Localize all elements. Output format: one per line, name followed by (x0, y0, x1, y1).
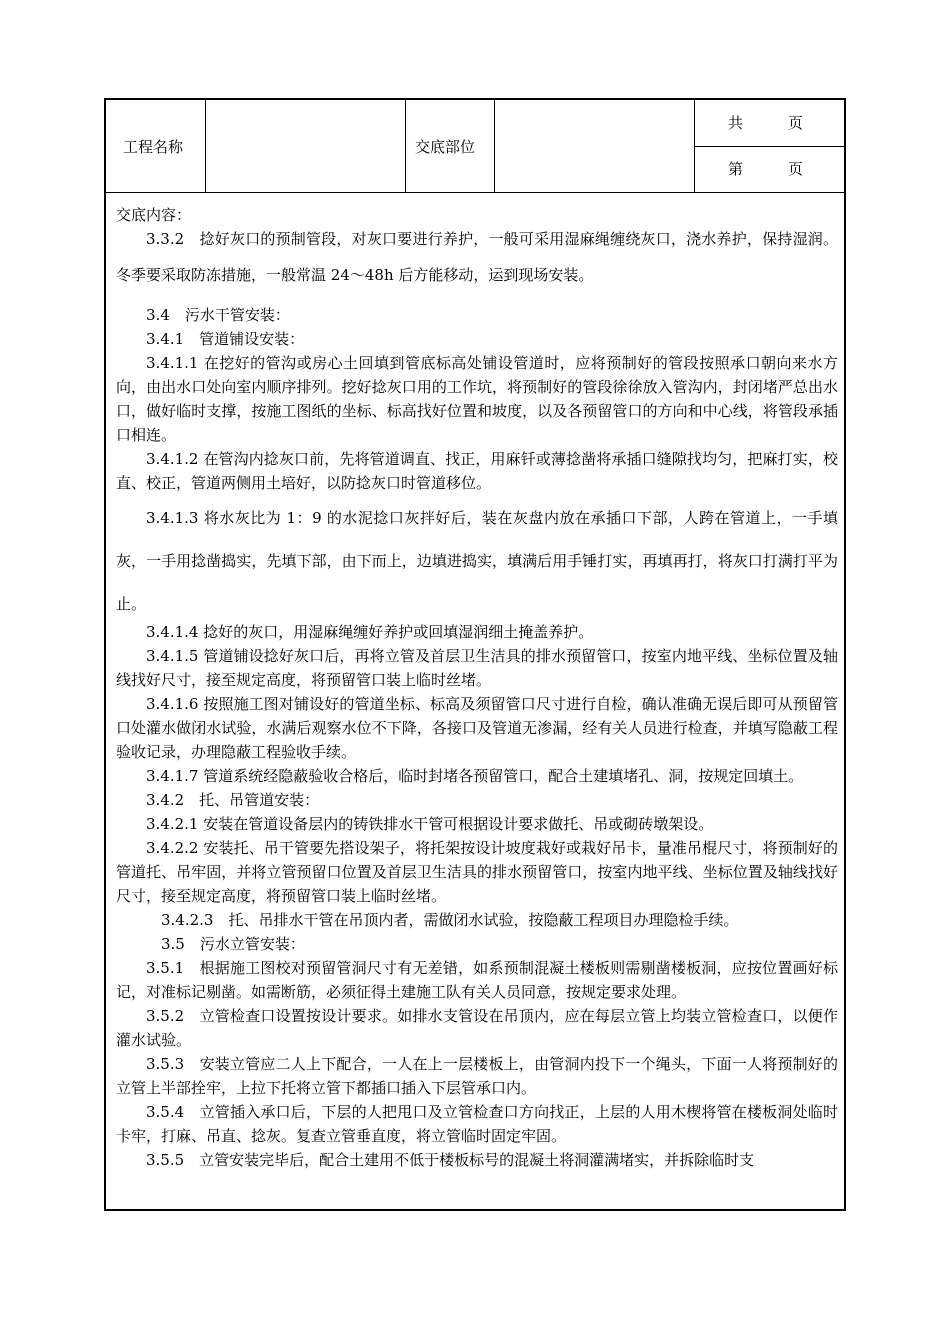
paragraph-3-4-1-2: 3.4.1.2 在管沟内捻灰口前，先将管道调直、找正，用麻钎或薄捻凿将承插口缝隙找均匀，把麻打实，校直、校正，管道两侧用土培好，以防捻灰口时管道移位。 (116, 450, 838, 492)
section-heading-3-4: 3.4 污水干管安装： (146, 306, 290, 324)
header-divider (205, 100, 206, 192)
handover-content (116, 203, 838, 1172)
handover-part-label: 交底部位 (415, 138, 476, 156)
total-pages-label: 共 页 (728, 114, 804, 132)
section-heading-3-4-2: 3.4.2 托、吊管道安装： (146, 791, 320, 809)
paragraph-3-4-1-3: 3.4.1.3 将水灰比为 1：9 的水泥捻口灰拌好后，装在灰盘内放在承插口下部，人跨在管道上，一手填灰，一手用捻凿捣实，先填下部，由下而上，边填进捣实，填满后用手锤打实，再填再打，将灰口打满打平为止。 (116, 509, 838, 613)
page-number-label: 第 页 (728, 160, 804, 178)
header-table (106, 100, 844, 193)
section-heading-3-4-1: 3.4.1 管道铺设安装： (146, 330, 305, 348)
paragraph-3-4-1-1: 3.4.1.1 在挖好的管沟或房心土回填到管底标高处铺设管道时，应将预制好的管段按照承口朝向来水方向，由出水口处向室内顺序排列。挖好捻灰口用的工作坑，将预制好的管段徐徐放入管沟内，封闭堵严总出水口，做好临时支撑，按施工图纸的坐标、标高找好位置和坡度，以及各预留管口的方向和中心线，将管段承插口相连。 (116, 354, 838, 444)
handover-sheet (104, 98, 846, 1211)
paragraph-3-4-1-5: 3.4.1.5 管道铺设捻好灰口后，再将立管及首层卫生洁具的排水预留管口，按室内地平线、坐标位置及轴线找好尺寸，接至规定高度，将预留管口装上临时丝堵。 (116, 647, 838, 689)
paragraph-3-5-2: 3.5.2 立管检查口设置按设计要求。如排水支管设在吊顶内，应在每层立管上均装立管检查口，以便作灌水试验。 (116, 1007, 838, 1049)
project-name-label: 工程名称 (123, 138, 184, 156)
content-intro-label: 交底内容： (116, 206, 192, 224)
paragraph-3-4-1-4: 3.4.1.4 捻好的灰口，用湿麻绳缠好养护或回填湿润细土掩盖养护。 (146, 623, 594, 641)
paragraph-3-4-1-6: 3.4.1.6 按照施工图对铺设好的管道坐标、标高及须留管口尺寸进行自检，确认准确无误后即可从预留管口处灌水做闭水试验，水满后观察水位不下降，各接口及管道无渗漏，经有关人员进行检查，并填写隐蔽工程验收记录，办理隐蔽工程验收手续。 (116, 695, 838, 761)
paragraph-3-4-1-7: 3.4.1.7 管道系统经隐蔽验收合格后，临时封堵各预留管口，配合土建填堵孔、洞，按规定回填土。 (146, 767, 804, 785)
section-heading-3-5: 3.5 污水立管安装： (161, 935, 305, 953)
header-divider (694, 146, 844, 147)
paragraph-3-3-2: 3.3.2 捻好灰口的预制管段，对灰口要进行养护，一般可采用湿麻绳缠绕灰口，浇水养护，保持湿润。冬季要采取防冻措施，一般常温 24～48h 后方能移动，运到现场安装。 (116, 230, 838, 284)
paragraph-3-4-2-3: 3.4.2.3 托、吊排水干管在吊顶内者，需做闭水试验，按隐蔽工程项目办理隐检手续。 (161, 911, 739, 929)
paragraph-3-5-4: 3.5.4 立管插入承口后，下层的人把甩口及立管检查口方向找正，上层的人用木楔将管在楼板洞处临时卡牢，打麻、吊直、捻灰。复查立管垂直度，将立管临时固定牢固。 (116, 1103, 838, 1145)
paragraph-3-4-2-2: 3.4.2.2 安装托、吊干管要先搭设架子，将托架按设计坡度栽好或栽好吊卡，量准吊棍尺寸，将预制好的管道托、吊牢固，并将立管预留口位置及首层卫生洁具的排水预留管口，按室内地平线、坐标位置及轴线找好尺寸，接至规定高度，将预留管口装上临时丝堵。 (116, 839, 838, 905)
paragraph-3-5-1: 3.5.1 根据施工图校对预留管洞尺寸有无差错，如系预制混凝土楼板则需剔凿楼板洞，应按位置画好标记，对准标记剔凿。如需断筋，必须征得土建施工队有关人员同意，按规定要求处理。 (116, 959, 838, 1001)
header-divider (405, 100, 406, 192)
paragraph-3-5-3: 3.5.3 安装立管应二人上下配合，一人在上一层楼板上，由管洞内投下一个绳头，下面一人将预制好的立管上半部拴牢，上拉下托将立管下都插口插入下层管承口内。 (116, 1055, 838, 1097)
header-divider (494, 100, 495, 192)
paragraph-3-4-2-1: 3.4.2.1 安装在管道设备层内的铸铁排水干管可根据设计要求做托、吊或砌砖墩架设。 (146, 815, 714, 833)
paragraph-3-5-5: 3.5.5 立管安装完毕后，配合土建用不低于楼板标号的混凝土将洞灌满堵实，并拆除临时支 (146, 1151, 755, 1169)
